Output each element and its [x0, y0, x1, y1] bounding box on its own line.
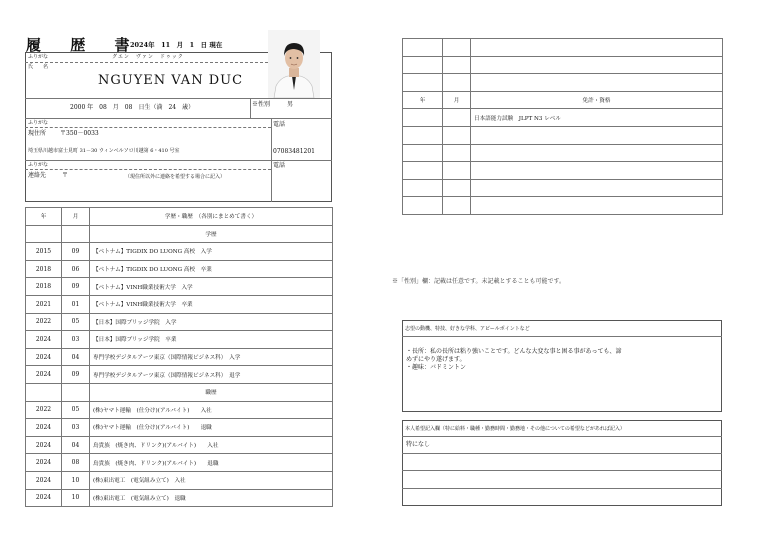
table-row: 2024 04 専門学校デジタルアーツ東京（国際情報ビジネス科） 入学: [26, 348, 333, 366]
table-row: 2024 10 (株)東出電工 (電気組み立て) 退職: [26, 489, 333, 507]
current-date: 2024年 11 月 1 日 現在: [130, 41, 223, 49]
table-row: [403, 179, 723, 197]
license-jlpt: 日本語能力試験 JLPT N3 レベル: [471, 109, 723, 127]
furigana-name: グエン ヴァン ドゥック: [112, 54, 184, 60]
table-row: [403, 56, 723, 74]
person-photo-icon: [268, 30, 320, 98]
resume-title: 履 歴 書: [26, 36, 142, 54]
contact-label: 連絡先: [28, 172, 47, 179]
table-row: 2024 08 鳥貴族 (焼き肉、ドリンク)(アルバイト) 退職: [26, 454, 333, 472]
table-row: [403, 144, 723, 162]
licenses-table: [402, 38, 723, 215]
gender-label: ※性別: [252, 101, 271, 108]
table-row: 2024 03 (株)ヤマト運輸 (仕分け)(アルバイト) 退職: [26, 419, 333, 437]
licenses-header-row: [403, 91, 723, 109]
address-label: 現住所: [28, 130, 47, 137]
address: 埼玉県川越市富士見町 31－30 ウィンベルソロ川越第 6・410 号室: [28, 148, 180, 154]
table-row: 2015 09 【ベトナム】TIGDIX DO LUONG 高校 入学: [26, 243, 333, 261]
table-row: [403, 109, 723, 127]
table-row: 2022 05 【日本】国際ブリッジ学院 入学: [26, 313, 333, 331]
col-desc-header: 学歴・職歴 （各別にまとめて書く）: [90, 208, 333, 226]
motivation-line-3: ・趣味：バドミントン: [406, 364, 466, 371]
licenses-col-desc: 免許・資格: [471, 91, 723, 109]
table-row: [403, 39, 723, 57]
contact-note: （現住所以外に連絡を希望する場合に記入）: [125, 174, 226, 180]
name-label: 氏 名: [28, 64, 49, 70]
table-row: [403, 74, 723, 92]
address-furigana-label: ふりがな: [28, 120, 49, 126]
full-name: NGUYEN VAN DUC: [98, 73, 244, 88]
table-row: [403, 197, 723, 215]
table-row: [403, 162, 723, 180]
gender-value: 男: [287, 101, 294, 108]
motivation-line-1: ・長所：私の長所は粘り強いことです。どんな大変な事と困る事があっても、諦: [406, 348, 622, 355]
table-header-row: [26, 208, 333, 226]
licenses-col-year: 年: [403, 91, 443, 109]
table-row: 2018 06 【ベトナム】TIGDIX DO LUONG 高校 卒業: [26, 260, 333, 278]
motivation-label: 志望の動機、特技、好きな学科、アピールポイントなど: [405, 326, 530, 332]
table-row: 2024 10 (株)東出電工 (電気組み立て) 入社: [26, 471, 333, 489]
furigana-label: ふりがな: [28, 54, 49, 60]
photo: [268, 30, 320, 98]
education-heading: 学歴: [90, 225, 333, 243]
phone-label: 電話: [273, 121, 286, 128]
table-row: 2024 03 【日本】国際ブリッジ学院 卒業: [26, 331, 333, 349]
wishes-value: 特になし: [406, 441, 431, 448]
table-row: 2018 09 【ベトナム】VINH職業技術大学 入学: [26, 278, 333, 296]
history-table: [25, 207, 333, 507]
motivation-line-2: めずにやり遂げます。: [406, 356, 466, 363]
table-row: 2024 04 鳥貴族 (焼き肉、ドリンク)(アルバイト) 入社: [26, 436, 333, 454]
wishes-label: 本人希望記入欄（特に給料・職種・勤務時間・勤務地・その他についての希望などがあれば記入）: [405, 426, 625, 432]
table-row: 2022 05 (株)ヤマト運輸 (仕分け)(アルバイト) 入社: [26, 401, 333, 419]
table-row: [403, 126, 723, 144]
contact-furigana-label: ふりがな: [28, 162, 49, 168]
licenses-col-month: 月: [443, 91, 471, 109]
education-heading-row: [26, 225, 333, 243]
gender-note: ※「性別」欄：記載は任意です。未記載とすることも可能です。: [392, 278, 566, 285]
table-row: 2021 01 【ベトナム】VINH職業技術大学 卒業: [26, 295, 333, 313]
contact-postal: 〒: [62, 172, 69, 179]
postal-code: 〒350－0033: [60, 130, 99, 137]
col-year-header: 年: [26, 208, 62, 226]
table-row: 2024 09 専門学校デジタルアーツ東京（国際情報ビジネス科） 退学: [26, 366, 333, 384]
birth-date: 2000 年 08 月 08 日生（満 24 歳）: [70, 104, 195, 111]
contact-phone-label: 電話: [273, 162, 286, 169]
col-month-header: 月: [62, 208, 90, 226]
work-heading-row: [26, 383, 333, 401]
work-heading: 職歴: [90, 383, 333, 401]
phone-number: 07083481201: [273, 148, 315, 155]
